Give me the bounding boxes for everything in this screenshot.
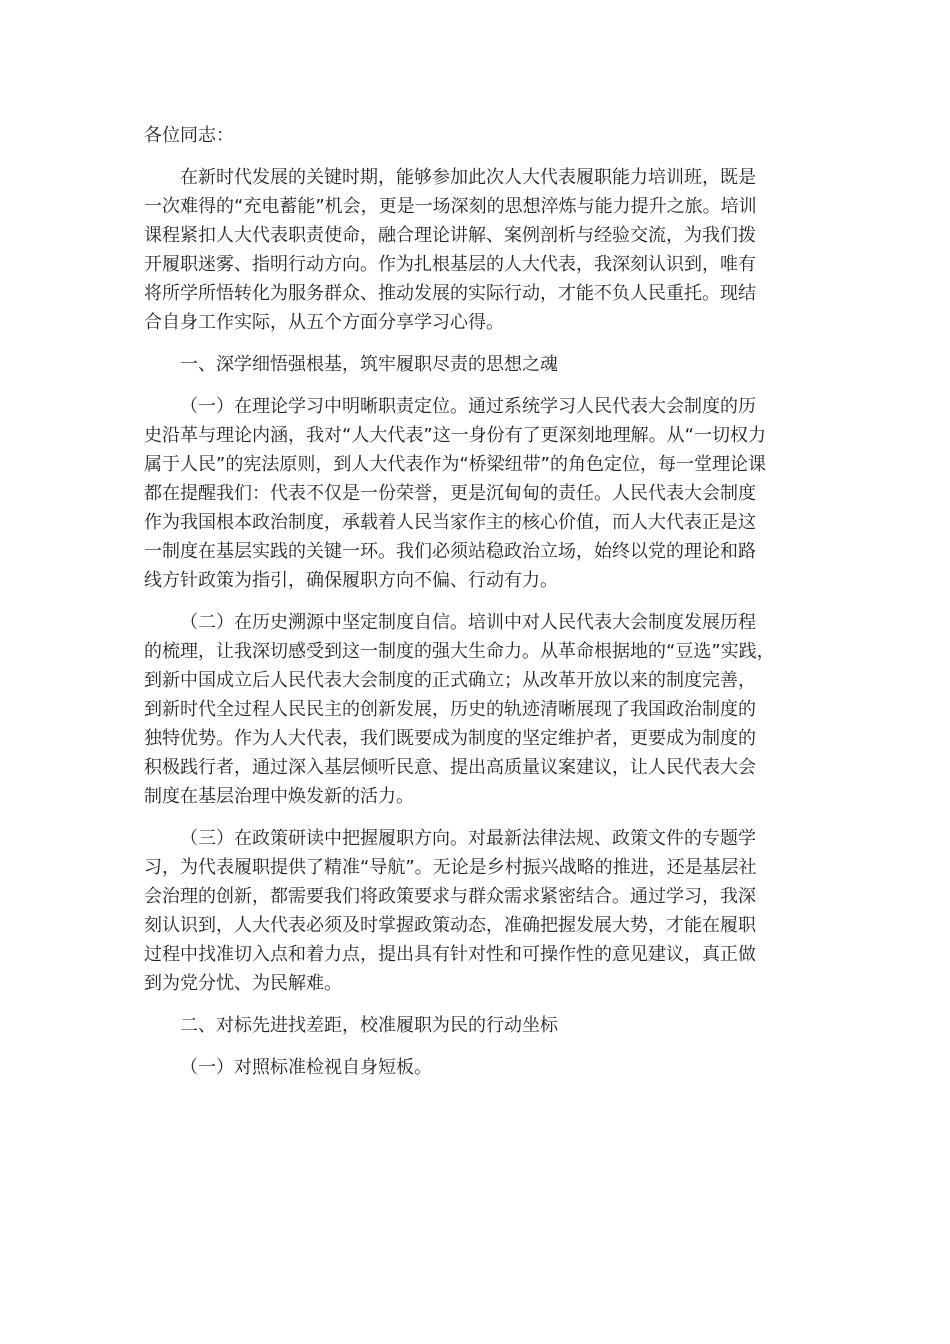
paragraph-line: （二）在历史溯源中坚定制度自信。培训中对人民代表大会制度发展历程 — [180, 612, 756, 633]
paragraph-line: 一次难得的“充电蓄能”机会，更是一场深刻的思想淬炼与能力提升之旅。培训 — [144, 196, 757, 217]
paragraph-line: 将所学所悟转化为服务群众、推动发展的实际行动，才能不负人民重托。现结 — [144, 283, 756, 304]
paragraph-line: （一）对照标准检视自身短板。 — [180, 1057, 432, 1078]
paragraph-line: 制度在基层治理中焕发新的活力。 — [144, 786, 414, 807]
paragraph-line: 到新时代全过程人民民主的创新发展，历史的轨迹清晰展现了我国政治制度的 — [144, 699, 756, 720]
paragraph-1-1 — [144, 392, 806, 595]
paragraph-1-2 — [144, 608, 806, 811]
section-heading: 一、深学细悟强根基，筑牢履职尽责的思想之魂 — [180, 354, 558, 375]
document-body — [144, 121, 806, 1082]
paragraph-line: 积极践行者，通过深入基层倾听民意、提出高质量议案建议，让人民代表大会 — [144, 757, 756, 778]
paragraph-line: 线方针政策为指引，确保履职方向不偏、行动有力。 — [144, 570, 558, 591]
paragraph-2-1 — [144, 1053, 806, 1082]
paragraph-line: 在新时代发展的关键时期，能够参加此次人大代表履职能力培训班，既是 — [180, 167, 756, 188]
paragraph-line: 到新中国成立后人民代表大会制度的正式确立；从改革开放以来的制度完善， — [144, 670, 756, 691]
paragraph-line: 课程紧扣人大代表职责使命，融合理论讲解、案例剖析与经验交流，为我们拨 — [144, 225, 756, 246]
paragraph-line: （三）在政策研读中把握履职方向。对最新法律法规、政策文件的专题学 — [180, 828, 756, 849]
paragraph-line: 过程中找准切入点和着力点，提出具有针对性和可操作性的意见建议，真正做 — [144, 944, 756, 965]
salutation: 各位同志： — [144, 125, 234, 146]
paragraph-1-3 — [144, 824, 806, 998]
paragraph-line: 会治理的创新，都需要我们将政策要求与群众需求紧密结合。通过学习，我深 — [144, 886, 756, 907]
paragraph-line: 作为我国根本政治制度，承载着人民当家作主的核心价值，而人大代表正是这 — [144, 512, 756, 533]
section-heading-2 — [144, 1011, 806, 1040]
paragraph-line: 刻认识到，人大代表必须及时掌握政策动态，准确把握发展大势，才能在履职 — [144, 915, 756, 936]
paragraph-line: 史沿革与理论内涵，我对“人大代表”这一身份有了更深刻地理解。从“一切权力 — [144, 425, 766, 446]
paragraph-line: 到为党分忧、为民解难。 — [144, 973, 342, 994]
paragraph-line: 属于人民”的宪法原则，到人大代表作为“桥梁纽带”的角色定位，每一堂理论课 — [144, 454, 766, 475]
paragraph-line: 开履职迷雾、指明行动方向。作为扎根基层的人大代表，我深刻认识到，唯有 — [144, 254, 756, 275]
paragraph-line: 合自身工作实际，从五个方面分享学习心得。 — [144, 312, 504, 333]
paragraph-line: 都在提醒我们：代表不仅是一份荣誉，更是沉甸甸的责任。人民代表大会制度 — [144, 483, 756, 504]
paragraph-line: （一）在理论学习中明晰职责定位。通过系统学习人民代表大会制度的历 — [180, 396, 756, 417]
paragraph-line: 的梳理，让我深切感受到这一制度的强大生命力。从革命根据地的“豆选”实践， — [144, 641, 775, 662]
section-heading-1 — [144, 350, 806, 379]
paragraph-line: 一制度在基层实践的关键一环。我们必须站稳政治立场，始终以党的理论和路 — [144, 541, 756, 562]
section-heading: 二、对标先进找差距，校准履职为民的行动坐标 — [180, 1015, 558, 1036]
paragraph-line: 独特优势。作为人大代表，我们既要成为制度的坚定维护者，更要成为制度的 — [144, 728, 756, 749]
paragraph-intro — [144, 163, 806, 337]
paragraph-line: 习，为代表履职提供了精准“导航”。无论是乡村振兴战略的推进，还是基层社 — [144, 857, 757, 878]
